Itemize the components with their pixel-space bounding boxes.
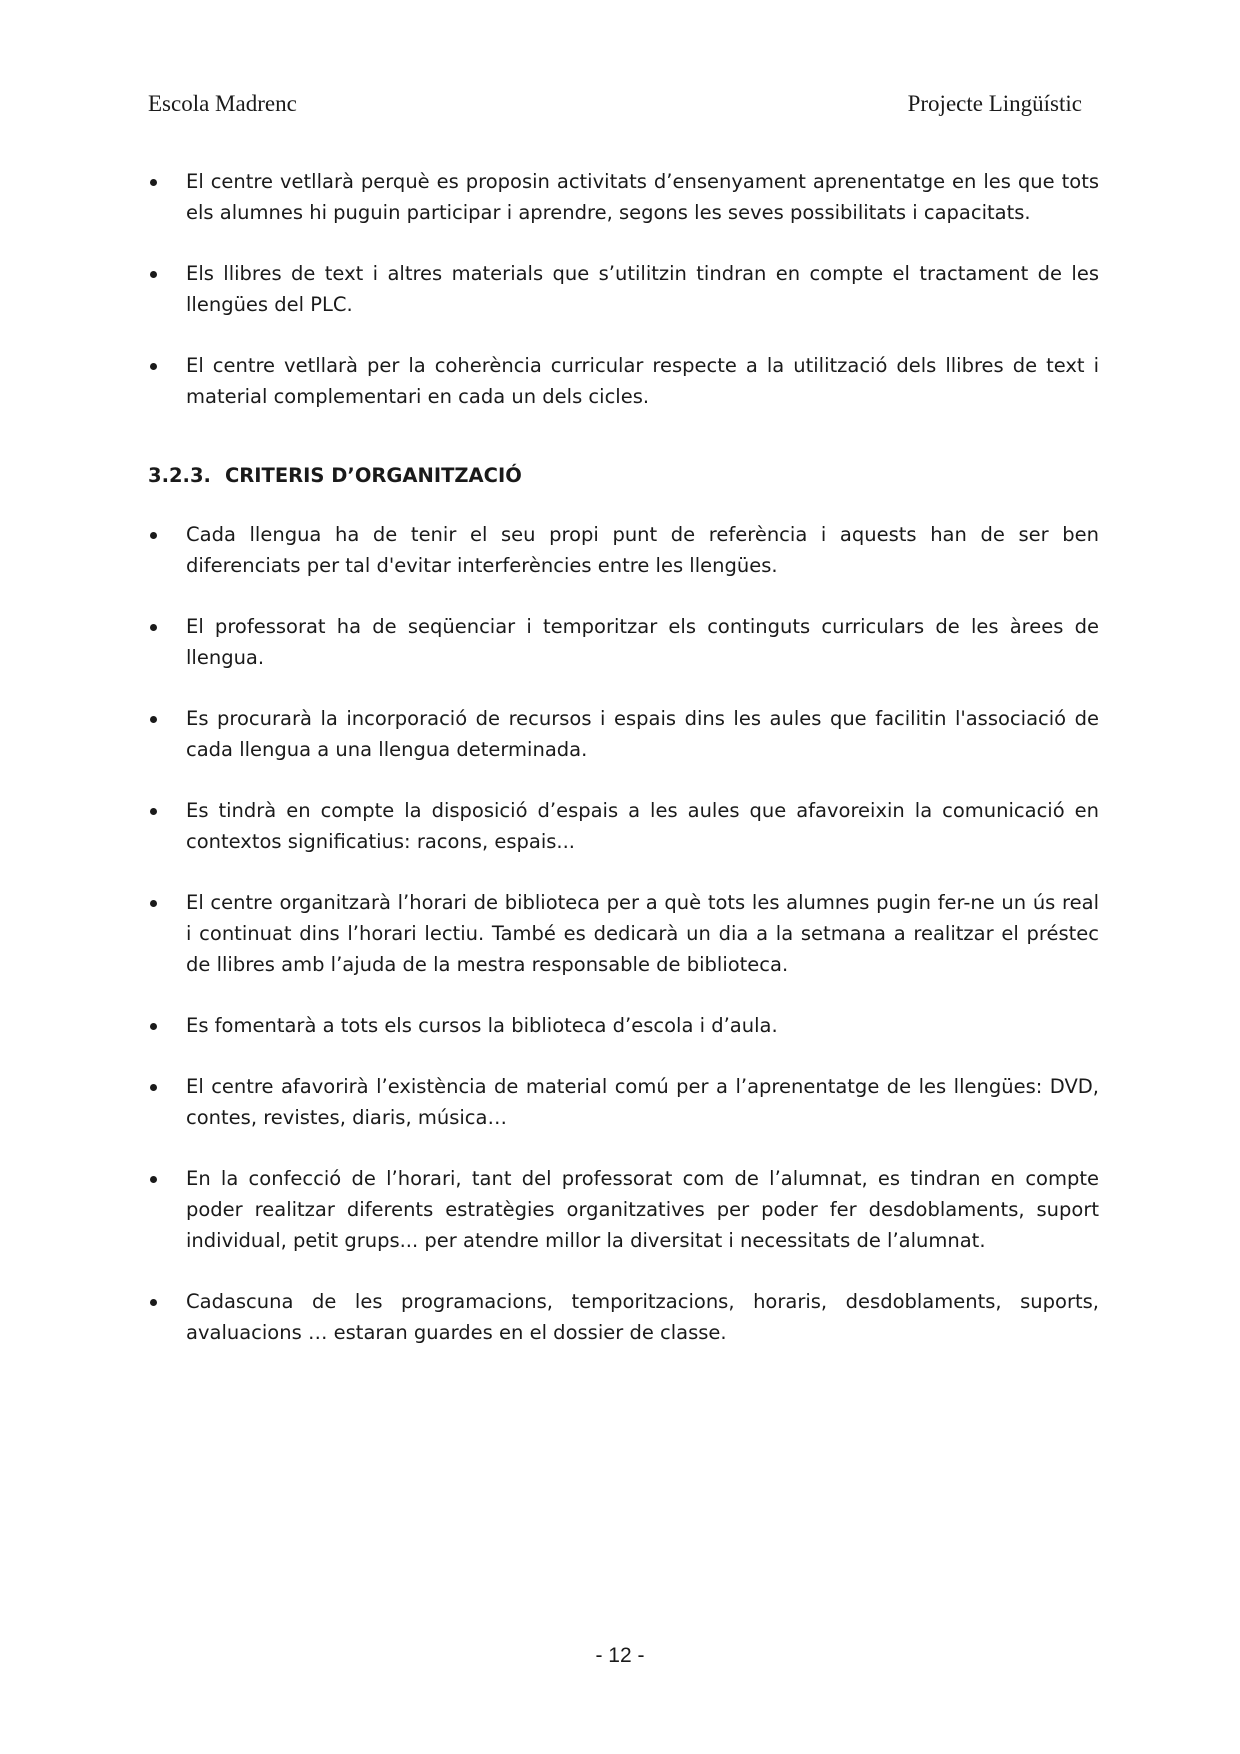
- list-item-text: Els llibres de text i altres materials que s’utilitzin tindran en compte el tractament de les llengües del PLC.: [186, 262, 1099, 316]
- list-item-text: El centre afavorirà l’existència de material comú per a l’aprenentatge de les llengües: DVD, contes, revistes, diaris, música…: [186, 1075, 1099, 1129]
- bullet-icon: [150, 363, 157, 370]
- header-document-title: Projecte Lingüístic: [907, 91, 1082, 116]
- bullet-icon: [150, 624, 157, 631]
- list-item: [148, 1071, 1099, 1133]
- bullet-icon: [150, 532, 157, 539]
- list-item: [148, 258, 1099, 320]
- list-item: [148, 703, 1099, 765]
- bullet-icon: [150, 271, 157, 278]
- section-title: CRITERIS D’ORGANITZACIÓ: [224, 464, 522, 487]
- list-item-text: Es fomentarà a tots els cursos la biblioteca d’escola i d’aula.: [186, 1014, 778, 1037]
- list-item-text: Es tindrà en compte la disposició d’espais a les aules que afavoreixin la comunicació en contextos significatius: racons, espais...: [186, 799, 1099, 853]
- page-footer: [0, 1642, 1240, 1670]
- header-school-name: Escola Madrenc: [148, 91, 297, 116]
- bullet-icon: [150, 900, 157, 907]
- section-number: 3.2.3.: [148, 464, 211, 487]
- list-item-text: Cada llengua ha de tenir el seu propi punt de referència i aquests han de ser ben diferenciats per tal d'evitar interferències entre les llengües.: [186, 523, 1099, 577]
- bullet-icon: [150, 1176, 157, 1183]
- list-item: [148, 887, 1099, 980]
- list-item: [148, 1010, 1099, 1041]
- list-item: [148, 519, 1099, 581]
- list-item: [148, 611, 1099, 673]
- bullet-icon: [150, 716, 157, 723]
- list-item-text: El centre vetllarà perquè es proposin activitats d’ensenyament aprenentatge en les que tots els alumnes hi puguin participar i aprendre, segons les seves possibilitats i capacitats.: [186, 170, 1099, 224]
- list-item-text: El centre vetllarà per la coherència curricular respecte a la utilització dels llibres de text i material complementari en cada un dels cicles.: [186, 354, 1099, 408]
- bullet-icon: [150, 1299, 157, 1306]
- list-item-text: En la confecció de l’horari, tant del professorat com de l’alumnat, es tindran en compte poder realitzar diferents estratègies organitzatives per poder fer desdoblaments, suport individual, petit grups... per atendre millor la diversitat i necessitats de l’alumnat.: [186, 1167, 1099, 1252]
- list-item: [148, 166, 1099, 228]
- page-body: [148, 166, 1099, 1378]
- bullet-icon: [150, 179, 157, 186]
- list-item-text: El centre organitzarà l’horari de biblioteca per a què tots les alumnes pugin fer-ne un ús real i continuat dins l’horari lectiu. També es dedicarà un dia a la setmana a realitzar el préstec de llibres amb l’ajuda de la mestra responsable de biblioteca.: [186, 891, 1099, 976]
- list-item-text: El professorat ha de seqüenciar i temporitzar els continguts curriculars de les àrees de llengua.: [186, 615, 1099, 669]
- bullet-icon: [150, 1023, 157, 1030]
- list-item: [148, 1163, 1099, 1256]
- intro-bullet-list: [148, 166, 1099, 412]
- page-header: [148, 88, 1082, 120]
- list-item-text: Cadascuna de les programacions, temporitzacions, horaris, desdoblaments, suports, avaluacions … estaran guardes en el dossier de classe.: [186, 1290, 1099, 1344]
- list-item-text: Es procurarà la incorporació de recursos i espais dins les aules que facilitin l'associació de cada llengua a una llengua determinada.: [186, 707, 1099, 761]
- bullet-icon: [150, 808, 157, 815]
- bullet-icon: [150, 1084, 157, 1091]
- criteria-bullet-list: [148, 519, 1099, 1348]
- section-heading: [148, 460, 1099, 491]
- list-item: [148, 350, 1099, 412]
- list-item: [148, 1286, 1099, 1348]
- list-item: [148, 795, 1099, 857]
- page-number: - 12 -: [595, 1644, 645, 1667]
